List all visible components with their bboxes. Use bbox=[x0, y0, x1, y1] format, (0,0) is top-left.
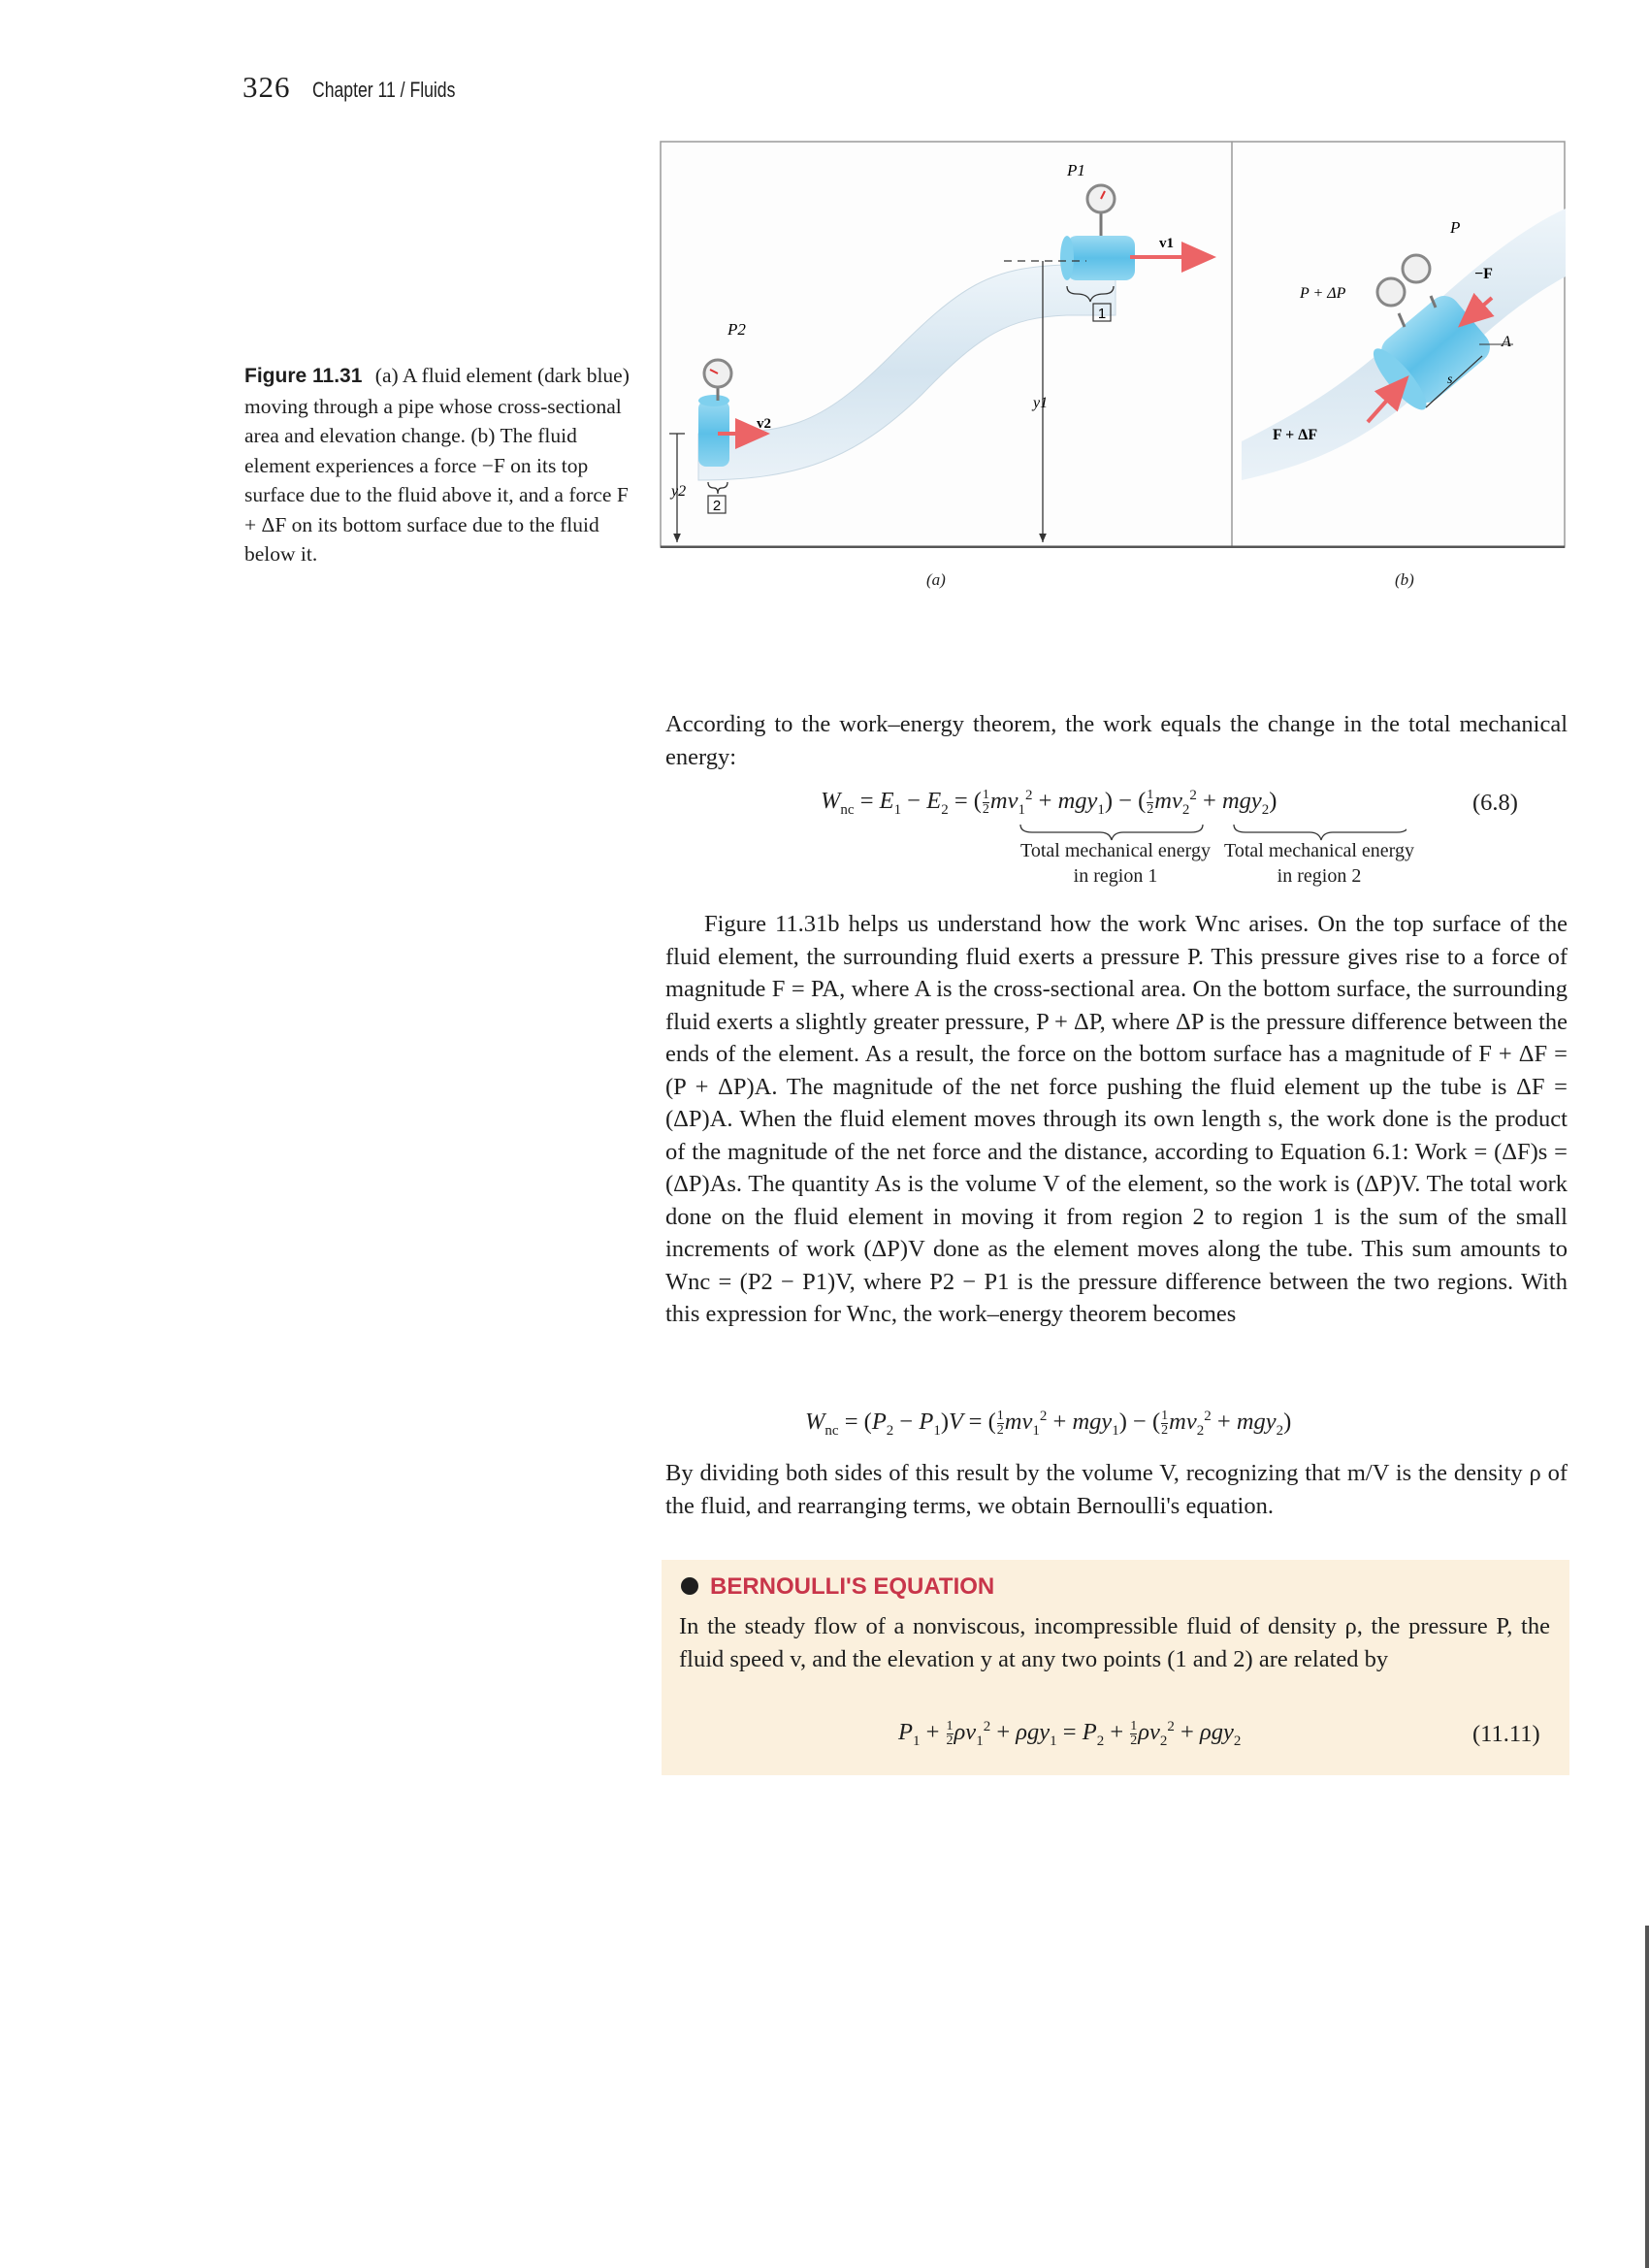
caption-text: (a) A fluid element (dark blue) moving through a pipe whose cross-sectional area and elevation change. (b) The fluid element experiences a force −F on its top surface due to the fluid above it, and a force F + ΔF on its bottom surface due to the fluid below it. bbox=[244, 364, 630, 566]
svg-text:P2: P2 bbox=[728, 320, 746, 339]
chapter-title: Chapter 11 / Fluids bbox=[311, 78, 455, 102]
panel-b-label: (b) bbox=[1395, 570, 1414, 589]
box-text: In the steady flow of a nonviscous, incompressible fluid of density ρ, the pressure P, the fluid speed v, and the elevation y at any two points (1 and 2) are related by bbox=[679, 1613, 1550, 1672]
gauge-icon bbox=[1403, 255, 1430, 282]
brace-label-region-1: Total mechanical energy in region 1 bbox=[1020, 840, 1211, 887]
svg-text:P + ΔP: P + ΔP bbox=[1300, 285, 1346, 302]
page-number: 326 bbox=[242, 70, 291, 104]
caption-label: Figure 11.31 bbox=[244, 365, 363, 387]
box-title: BERNOULLI'S EQUATION bbox=[681, 1573, 994, 1601]
paragraph-3: By dividing both sides of this result by the volume V, recognizing that m/V is the density ρ of the fluid, and rearranging terms, we obtain Bernoulli's equation. bbox=[665, 1460, 1568, 1519]
svg-text:s: s bbox=[1447, 373, 1453, 387]
svg-text:F + ΔF: F + ΔF bbox=[1273, 427, 1318, 443]
svg-text:v1: v1 bbox=[1159, 236, 1174, 251]
equation-work: $W_{nc} = (P_2 - P_1)V$ = ( $\frac{1}{2}$ $mv_1^2 + mgy_1$) − ( $\frac{1}{2}$ $mv_2^2 + mgy_2$) bbox=[805, 1409, 1292, 1440]
svg-text:A: A bbox=[1502, 334, 1511, 350]
svg-text:P1: P1 bbox=[1067, 161, 1085, 179]
box-equation-number: (11.11) bbox=[1472, 1721, 1540, 1747]
page-edge bbox=[1645, 1926, 1649, 2268]
page-header bbox=[242, 70, 491, 105]
svg-text:1: 1 bbox=[1097, 306, 1107, 322]
bernoulli-box bbox=[662, 1560, 1569, 1775]
fluid-element-1 bbox=[1067, 236, 1135, 280]
svg-text:v2: v2 bbox=[757, 416, 771, 432]
brace-label-region-2: Total mechanical energy in region 2 bbox=[1224, 840, 1414, 887]
gauge-icon bbox=[1377, 278, 1405, 306]
figure-11-31 bbox=[660, 141, 1566, 548]
bullet-icon bbox=[681, 1577, 698, 1595]
equation-6-8: $W_{nc} = E_1 - E_2$ = ( $\frac{1}{2}$ $mv_1^2 + mgy_1$) − ( $\frac{1}{2}$ $mv_2^2 + mgy_2$) bbox=[821, 788, 1277, 819]
svg-text:−F: −F bbox=[1474, 266, 1493, 282]
svg-text:y2: y2 bbox=[671, 483, 687, 500]
svg-text:2: 2 bbox=[712, 498, 722, 514]
equation-number: (6.8) bbox=[1472, 790, 1518, 816]
svg-text:y1: y1 bbox=[1033, 395, 1049, 411]
paragraph-1: According to the work–energy theorem, the work equals the change in the total mechanical energy: bbox=[665, 711, 1568, 770]
paragraph-2: Figure 11.31b helps us understand how the work Wnc arises. On the top surface of the fluid element, the surrounding fluid exerts a pressure P. This pressure gives rise to a force of magnitude F = PA, where A is the cross-sectional area. On the bottom surface, the surrounding fluid exerts a slightly greater pressure, P + ΔP, where ΔP is the pressure difference between the ends of the element. As a result, the force on the bottom surface has a magnitude of F + ΔF = (P + ΔP)A. The magnitude of the net force pushing the fluid element up the tube is ΔF = (ΔP)A. When the fluid element moves through its own length s, the work done is the product of the magnitude of the net force and the distance, according to Equation 6.1: Work = (ΔF)s = (ΔP)As. The quantity As is the volume V of the element, so the work is (ΔP)V. The total work done on the fluid element in moving it from region 2 to region 1 is the sum of the small increments of work (ΔP)V done as the element moves along the tube. This sum amounts to Wnc = (P2 − P1)V, where P2 − P1 is the pressure difference between the two regions. With this expression for Wnc, the work–energy theorem becomes bbox=[665, 911, 1568, 1327]
svg-text:P: P bbox=[1450, 218, 1461, 237]
figure-caption bbox=[244, 361, 640, 569]
equation-11-11: $P_1$ + $\frac{1}{2}$ $\rho v_1^2 + \rho gy_1 = P_2$ + $\frac{1}{2}$ $\rho v_2^2 + \rho gy_2$ bbox=[898, 1719, 1242, 1750]
panel-a-label: (a) bbox=[926, 570, 946, 589]
